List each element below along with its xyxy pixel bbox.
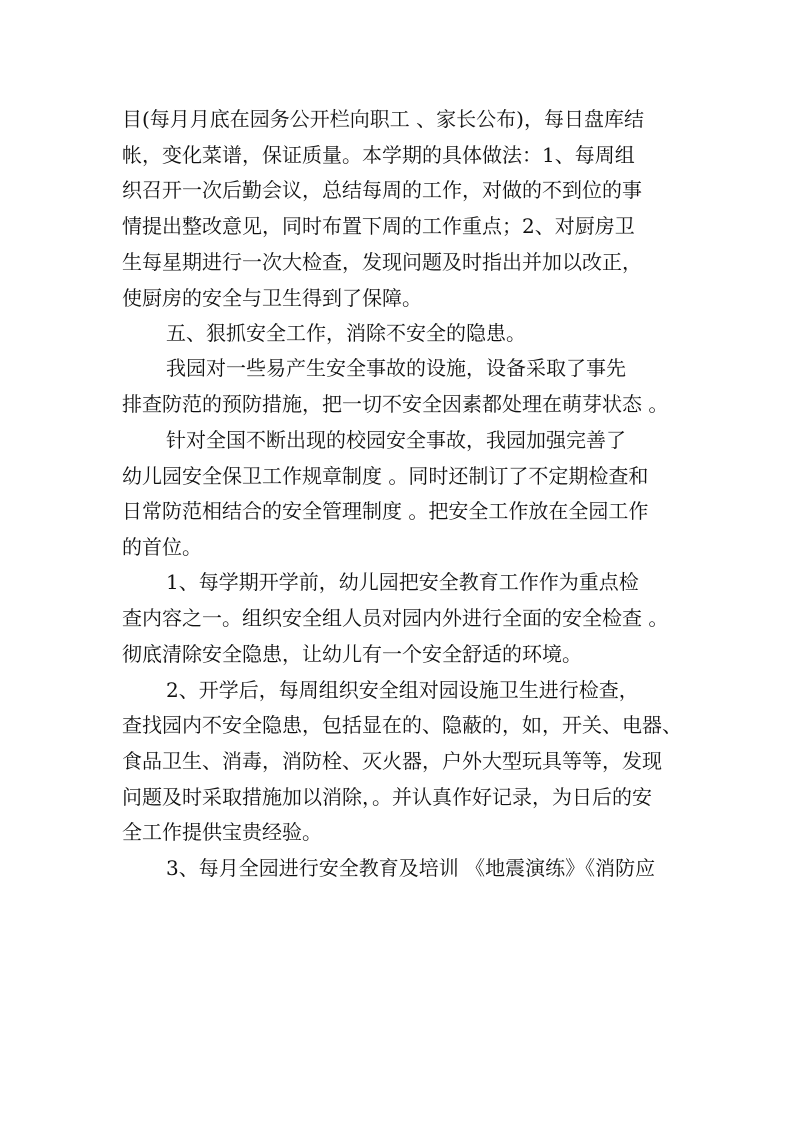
text-line: 针对全国不断出现的校园安全事故，我园加强完善了 <box>166 428 626 452</box>
text-line: 目(每月月底在园务公开栏向职工 、家长公布)，每日盘库结 <box>122 107 644 131</box>
text-line: 的首位。 <box>122 535 202 559</box>
text-line: 2、开学后，每周组织安全组对园设施卫生进行检查， <box>166 678 639 702</box>
section-heading: 五、狠抓安全工作，消除不安全的隐患。 <box>166 321 526 345</box>
text-line: 查内容之一。组织安全组人员对园内外进行全面的安全检查 。 <box>122 606 669 630</box>
text-line: 情提出整改意见，同时布置下周的工作重点；2、对厨房卫 <box>122 214 635 238</box>
text-line: 彻底清除安全隐患，让幼儿有一个安全舒适的环境。 <box>122 642 582 666</box>
text-line: 日常防范相结合的安全管理制度 。把安全工作放在全园工作 <box>122 499 649 523</box>
text-line: 食品卫生、消毒，消防栓、灭火器，户外大型玩具等等，发现 <box>122 749 662 773</box>
text-line: 幼儿园安全保卫工作规章制度 。同时还制订了不定期检查和 <box>122 464 649 488</box>
text-line: 问题及时采取措施加以消除，。并认真作好记录，为日后的安 <box>122 785 652 809</box>
text-line: 我园对一些易产生安全事故的设施，设备采取了事先 <box>166 356 626 380</box>
text-line: 查找园内不安全隐患，包括显在的、隐蔽的，如，开关、电器、 <box>122 713 682 737</box>
text-line: 排查防范的预防措施，把一切不安全因素都处理在萌芽状态 。 <box>122 392 669 416</box>
text-line: 帐，变化菜谱，保证质量。本学期的具体做法：1、每周组 <box>122 143 635 167</box>
text-line: 使厨房的安全与卫生得到了保障。 <box>122 286 422 310</box>
text-line: 生每星期进行一次大检查，发现问题及时指出并加以改正， <box>122 250 642 274</box>
text-line: 3、每月全园进行安全教育及培训 《地震演练》《消防应 <box>166 856 656 880</box>
text-line: 全工作提供宝贵经验。 <box>122 820 322 844</box>
text-line: 1、每学期开学前，幼儿园把安全教育工作作为重点检 <box>166 570 639 594</box>
text-line: 织召开一次后勤会议，总结每周的工作，对做的不到位的事 <box>122 178 642 202</box>
